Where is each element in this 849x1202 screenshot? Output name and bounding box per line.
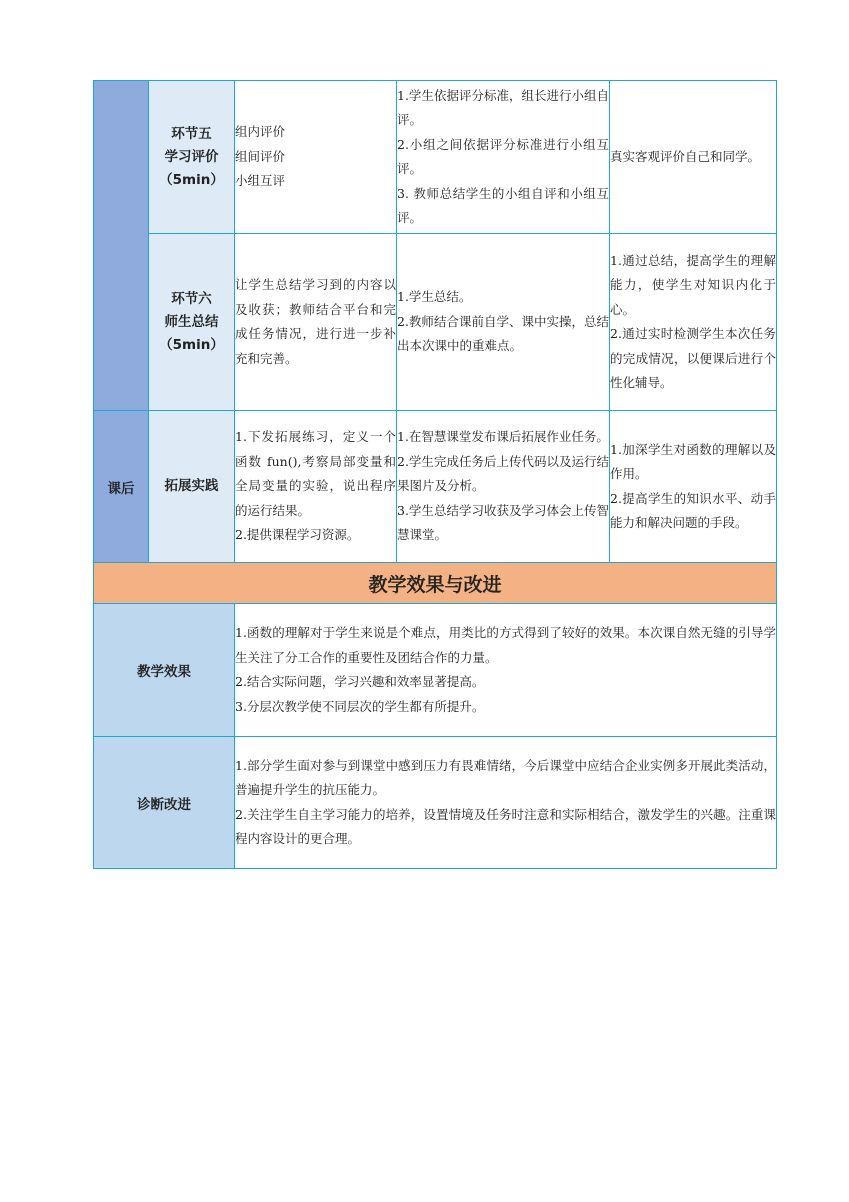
activity-line: 2.小组之间依据评分标准进行小组互评。: [397, 136, 609, 176]
phase-cell-in-class: [94, 81, 149, 411]
step-subtitle: 师生总结: [164, 313, 219, 330]
content-line: 小组互评: [235, 173, 286, 189]
step-title: 环节五: [171, 125, 212, 142]
step-cell: [149, 234, 235, 411]
section-header-row: [94, 563, 777, 604]
intent-line: 1.加深学生对函数的理解以及作用。: [610, 441, 776, 481]
activity-line: 2.教师结合课前自学、课中实操，总结出本次课中的重难点。: [397, 313, 609, 354]
lesson-plan-table: [93, 80, 777, 869]
step-cell: [149, 411, 235, 563]
activity-line: 2.学生完成任务后上传代码以及运行结果图片及分析。: [397, 453, 609, 494]
step-title: 拓展实践: [164, 478, 219, 494]
diagnosis-line: 1.部分学生面对参与到课堂中感到压力有畏难情绪，今后课堂中应结合企业实例多开展此类活动，普遍提升学生的抗压能力。: [235, 757, 776, 797]
content-cell: [235, 411, 397, 563]
effect-label: 教学效果: [94, 604, 235, 737]
table-row-step6: [94, 234, 777, 411]
intent-line: 2.提高学生的知识水平、动手能力和解决问题的手段。: [610, 490, 776, 530]
content-line: 组内评价: [235, 124, 286, 140]
activity-line: 1.学生总结。: [397, 289, 472, 305]
intent-cell: [610, 81, 777, 234]
step-title: 环节六: [171, 290, 212, 307]
content-cell: [235, 234, 397, 411]
phase-cell-after-class: 课后: [94, 411, 149, 563]
section-title: 教学效果与改进: [94, 563, 777, 604]
step-duration: （5min）: [159, 336, 224, 353]
intent-cell: [610, 234, 777, 411]
step-duration: （5min）: [159, 171, 224, 188]
table-row-extension: [94, 411, 777, 563]
effect-row: [94, 604, 777, 737]
content-cell: [235, 81, 397, 234]
activity-line: 3.学生总结学习收获及学习体会上传智慧课堂。: [397, 502, 609, 543]
activity-line: 1.在智慧课堂发布课后拓展作业任务。: [397, 429, 609, 445]
effect-line: 3.分层次教学使不同层次的学生都有所提升。: [235, 698, 485, 714]
activity-cell: [397, 234, 610, 411]
step-cell: [149, 81, 235, 234]
content-line: 2.提供课程学习资源。: [235, 527, 360, 543]
table-row-step5: [94, 81, 777, 234]
activity-line: 3. 教师总结学生的小组自评和小组互评。: [397, 185, 609, 225]
diagnosis-text: [235, 737, 777, 869]
content-line: 让学生总结学习到的内容以及收获；教师结合平台和完成任务情况，进行进一步补充和完善。: [235, 277, 396, 366]
diagnosis-line: 2.关注学生自主学习能力的培养，设置情境及任务时注意和实际相结合，激发学生的兴趣。注重课程内容设计的更合理。: [235, 806, 776, 846]
intent-line: 2.通过实时检测学生本次任务的完成情况，以便课后进行个性化辅导。: [610, 326, 776, 390]
activity-line: 1.学生依据评分标准，组长进行小组自评。: [397, 87, 609, 127]
content-line: 1.下发拓展练习，定义一个函数 fun(),考察局部变量和全局变量的实验，说出程序的运行结果。: [235, 429, 396, 518]
intent-line: 1.通过总结，提高学生的理解能力，使学生对知识内化于心。: [610, 252, 776, 317]
effect-text: [235, 604, 777, 737]
step-subtitle: 学习评价: [164, 148, 219, 165]
effect-line: 1.函数的理解对于学生来说是个难点，用类比的方式得到了较好的效果。本次课自然无缝的引导学生关注了分工合作的重要性及团结合作的力量。: [235, 625, 776, 665]
activity-cell: [397, 411, 610, 563]
activity-cell: [397, 81, 610, 234]
intent-cell: [610, 411, 777, 563]
diagnosis-row: [94, 737, 777, 869]
diagnosis-label: 诊断改进: [94, 737, 235, 869]
effect-line: 2.结合实际问题，学习兴趣和效率显著提高。: [235, 674, 485, 689]
content-line: 组间评价: [235, 148, 286, 164]
intent-line: 真实客观评价自己和同学。: [610, 148, 761, 164]
